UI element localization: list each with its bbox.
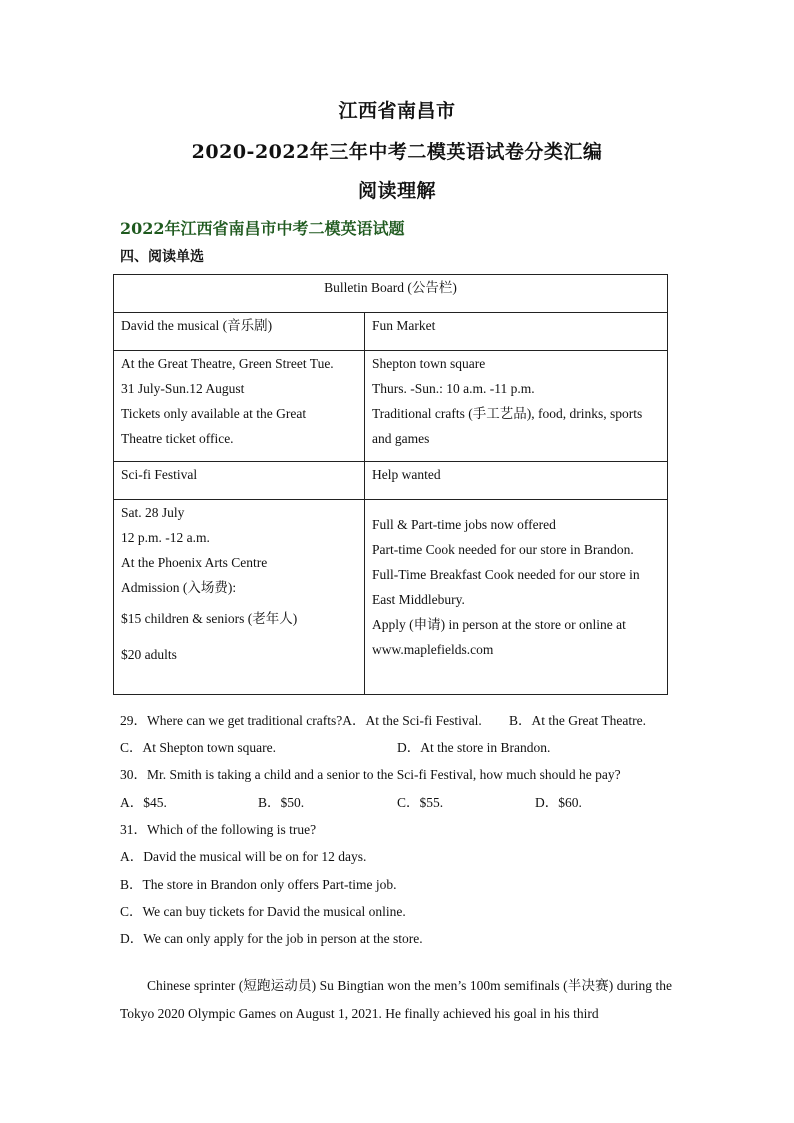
market-line: and games [372,431,430,446]
scifi-line: $15 children & seniors (老年人) [121,611,298,626]
musical-line: Tickets only available at the Great [121,406,307,421]
musical-details-cell [114,351,365,462]
option-30-b: B．$50. [258,795,305,810]
option-30-c: C．$55. [397,795,444,810]
help-line: Part-time Cook needed for our store in Brandon. [372,542,634,557]
bulletin-board-heading: Bulletin Board (公告栏) [114,275,668,313]
doc-title-region: 江西省南昌市 [338,100,456,122]
help-line: Full & Part-time jobs now offered [372,517,556,532]
question-29 [120,709,482,729]
doc-title-topic: 阅读理解 [357,180,436,202]
market-details-cell [365,351,668,462]
option-29-b: B．At the Great Theatre. [509,713,646,728]
help-details-cell [365,500,668,695]
exam-subtitle: 2022年江西省南昌市中考二模英语试题 [120,219,405,238]
reading-passage [120,972,672,1028]
market-title-cell: Fun Market [365,313,668,351]
musical-title-cell: David the musical (音乐剧) [114,313,365,351]
scifi-line: At the Phoenix Arts Centre [121,555,268,570]
musical-line: 31 July-Sun.12 August [121,381,245,396]
help-title-cell: Help wanted [365,462,668,500]
scifi-line: Admission (入场费): [121,580,237,595]
option-31-a: A．David the musical will be on for 12 days. [120,849,367,864]
option-29-a: A．At the Sci-fi Festival. [342,713,482,728]
musical-line: At the Great Theatre, Green Street Tue. [121,356,334,371]
musical-line: Theatre ticket office. [121,431,234,446]
doc-title-main: 2020-2022年三年中考二模英语试卷分类汇编 [191,141,603,163]
option-31-c: C．We can buy tickets for David the musical online. [120,904,406,919]
scifi-line: $20 adults [121,647,177,662]
option-29-c: C．At Shepton town square. [120,740,276,755]
option-31-d: D．We can only apply for the job in person at the store. [120,931,423,946]
help-line: www.maplefields.com [372,642,494,657]
scifi-line: 12 p.m. -12 a.m. [121,530,210,545]
market-line: Shepton town square [372,356,486,371]
option-30-d: D．$60. [535,795,582,810]
question-30-stem: 30．Mr. Smith is taking a child and a senior to the Sci-fi Festival, how much should he pay? [120,767,621,782]
scifi-line: Sat. 28 July [121,505,185,520]
section-heading: 四、阅读单选 [120,249,204,265]
question-31-stem: 31．Which of the following is true? [120,822,317,837]
bulletin-board-table [113,274,668,695]
scifi-title-cell: Sci-fi Festival [114,462,365,500]
question-29-stem: 29．Where can we get traditional crafts? [120,713,343,728]
help-line: Apply (申请) in person at the store or online at [372,617,626,632]
market-line: Traditional crafts (手工艺品), food, drinks, sports [372,406,643,421]
passage-text: Chinese sprinter (短跑运动员) Su Bingtian won the men’s 100m semifinals (半决赛) during the Tokyo 2020 Olympic Games on August 1, 2021. He finally achieved his goal in his third [120,978,672,1021]
market-line: Thurs. -Sun.: 10 a.m. -11 p.m. [372,381,535,396]
help-line: East Middlebury. [372,592,465,607]
scifi-details-cell [114,500,365,695]
option-29-d: D．At the store in Brandon. [397,740,551,755]
option-30-a: A．$45. [120,795,167,810]
help-line: Full-Time Breakfast Cook needed for our store in [372,567,640,582]
option-31-b: B．The store in Brandon only offers Part-time job. [120,877,397,892]
